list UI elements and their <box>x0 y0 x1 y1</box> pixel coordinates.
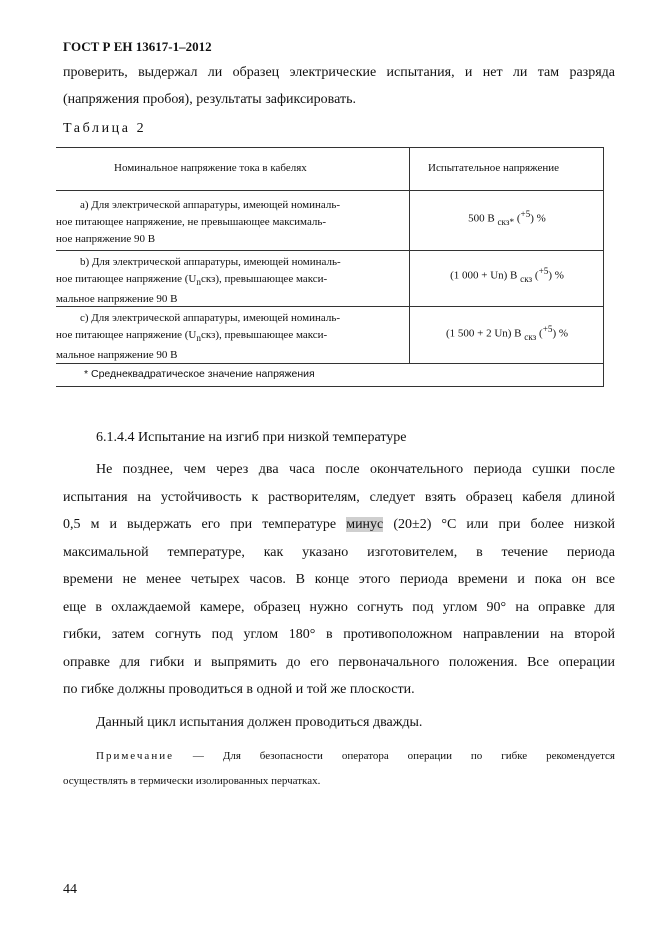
row-text-line <box>56 327 340 347</box>
paragraph-line: гибки, затем согнуть под углом 180° в противоположном направлении на второй <box>63 627 615 642</box>
paragraph-line: оправке для гибки и выпрямить до его первоначального положения. Все операции <box>63 655 615 670</box>
table-footnote: * Среднеквадратическое значение напряжения <box>84 368 315 380</box>
voltage-text: (1 500 + 2 Un) В <box>445 327 522 340</box>
test-voltage-value: (1 500 + 2 Un) В $_{скз}$ ($^{+5}$) % <box>445 324 569 342</box>
table-rule <box>56 250 604 251</box>
page-number: 44 <box>63 882 77 897</box>
note-text: — Для безопасности оператора операции по гибке рекомендуется <box>173 750 615 762</box>
paragraph-line: Не позднее, чем через два часа после окончательного периода сушки после <box>96 462 615 477</box>
note-label: Примечание <box>96 750 174 762</box>
table-header-test-voltage: Испытательное напряжение <box>428 162 560 174</box>
row-text-line: ное питающее напряжение, не превышающее максималь- <box>56 216 327 228</box>
intro-line-1: проверить, выдержал ли образец электрические испытания, и нет ли там разряда <box>63 65 615 80</box>
row-text-subscript: n <box>196 277 201 288</box>
voltage-text: (1 000 + Un) В <box>450 269 518 282</box>
table-header-voltage: Номинальное напряжение тока в кабелях <box>114 162 307 174</box>
table-row <box>56 254 341 308</box>
voltage-superscript: +5 <box>542 324 553 334</box>
table-rule <box>56 147 604 148</box>
percent-sign: % <box>536 212 546 225</box>
voltage-superscript: +5 <box>538 266 549 276</box>
paragraph-text: 0,5 м и выдержать его при температуре <box>63 517 337 532</box>
paragraph-line: максимальной температуре, как указано изготовителем, в течение периода <box>63 545 615 560</box>
table-rule <box>56 190 604 191</box>
paragraph-line: испытания на устойчивость к растворителям, следует взять образец кабеля длиной <box>63 490 615 505</box>
note-line-1 <box>96 750 615 762</box>
section-heading: 6.1.4.4 Испытание на изгиб при низкой температуре <box>96 430 407 445</box>
table-row <box>56 197 340 248</box>
paragraph-text: (20±2) °С или при более низкой <box>393 517 616 532</box>
row-text-part: ное питающее напряжение (U <box>56 329 197 341</box>
row-text-line: мальное напряжение 90 В <box>56 293 178 306</box>
row-text-line: b) Для электрической аппаратуры, имеющей номиналь- <box>80 256 341 268</box>
voltage-subscript: скз* <box>497 216 515 227</box>
row-text-line: мальное напряжение 90 В <box>56 349 178 362</box>
percent-sign: % <box>558 327 569 340</box>
intro-line-2: (напряжения пробоя), результаты зафиксировать. <box>63 92 356 107</box>
paragraph-line: времени не менее четырех часов. В конце этого периода времени и пока он все <box>63 572 615 587</box>
highlighted-word: минус <box>346 517 384 532</box>
row-text-line: а) Для электрической аппаратуры, имеющей номиналь- <box>80 199 341 211</box>
percent-sign: % <box>554 269 564 282</box>
voltage-subscript: скз <box>524 331 537 342</box>
note-line-2: осуществлять в термически изолированных перчатках. <box>63 775 321 787</box>
voltage-subscript: скз <box>520 273 533 284</box>
test-voltage-table <box>56 147 604 387</box>
row-text-part: скз), превышающее макси- <box>200 329 328 341</box>
standard-header: ГОСТ Р ЕН 13617-1–2012 <box>63 39 212 54</box>
row-text-line: ное напряжение 90 В <box>56 233 156 245</box>
paragraph-line <box>63 517 615 533</box>
table-rule <box>56 386 604 387</box>
paragraph-line: еще в охлаждаемой камере, образец нужно согнуть под углом 90° на оправке для <box>63 600 615 615</box>
test-voltage-value: 500 В $_{скз*}$ ($^{+5}$) % <box>468 209 546 227</box>
row-text-part: ное питающее напряжение (U <box>56 273 197 285</box>
row-text-subscript: n <box>196 333 201 344</box>
table-caption: Таблица 2 <box>63 121 147 136</box>
voltage-text: 500 В <box>468 212 495 225</box>
row-text-part: скз), превышающее макси- <box>200 273 328 285</box>
row-text-line: c) Для электрической аппаратуры, имеющей номиналь- <box>80 312 341 324</box>
repeat-cycle-text: Данный цикл испытания должен проводиться дважды. <box>96 715 423 730</box>
paragraph-line: по гибке должны проводиться в одной и той же плоскости. <box>63 682 415 697</box>
test-voltage-value: (1 000 + Un) В $_{скз}$ ($^{+5}$) % <box>450 266 564 284</box>
row-text-line <box>56 271 341 291</box>
voltage-superscript: +5 <box>520 209 531 219</box>
table-row <box>56 310 340 364</box>
